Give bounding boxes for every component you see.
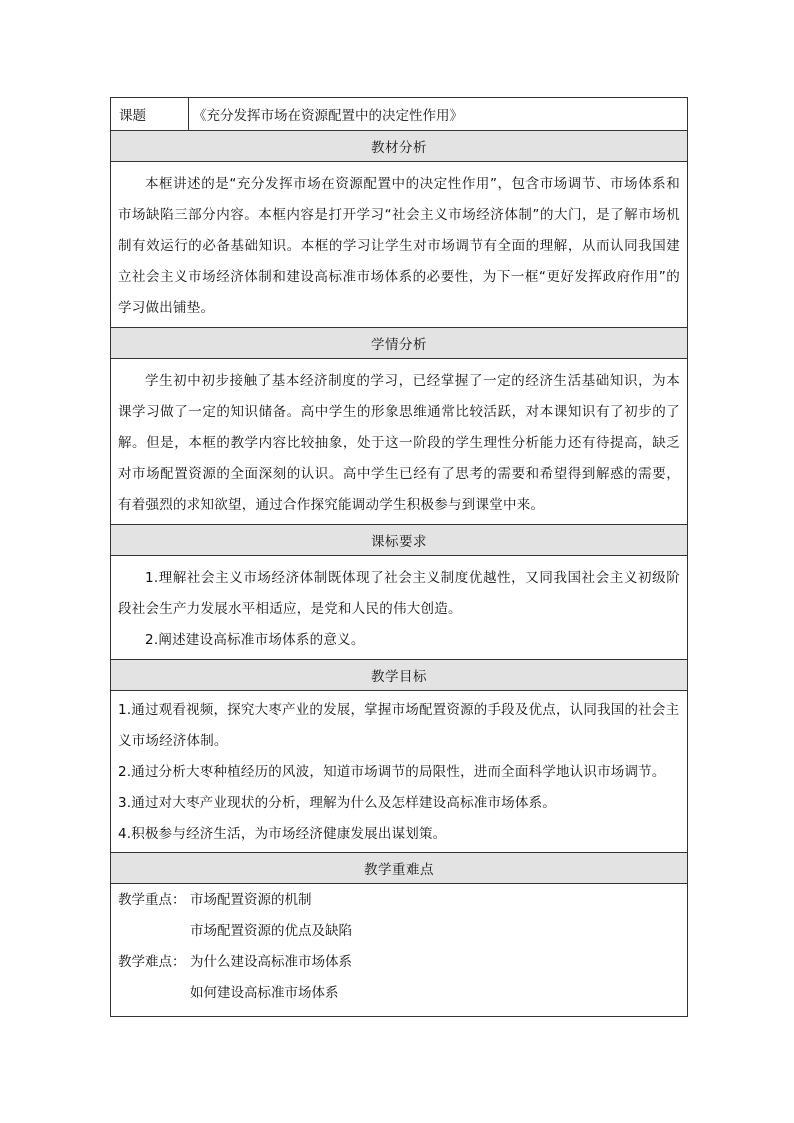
objectives-heading: 教学目标 (111, 660, 687, 691)
lesson-plan-table (110, 97, 688, 1017)
key-points-section (111, 884, 687, 1016)
material-analysis-text: 本框讲述的是“充分发挥市场在资源配置中的决定性作用”，包含市场调节、市场体系和市场缺陷三部分内容。本框内容是打开学习“社会主义市场经济体制”的大门，是了解市场机制有效运行的必备基础知识。本框的学习让学生对市场调节有全面的理解，从而认同我国建立社会主义市场经济体制和建设高标准市场体系的必要性，为下一框“更好发挥政府作用”的学习做出铺垫。 (118, 176, 680, 316)
objective-item: 3.通过对大枣产业现状的分析，理解为什么及怎样建设高标准市场体系。 (118, 795, 556, 811)
difficulty-item: 如何建设高标准市场体系 (190, 985, 339, 1001)
topic-value: 《充分发挥市场在资源配置中的决定性作用》 (193, 108, 463, 124)
objective-item: 4.积极参与经济生活，为市场经济健康发展出谋划策。 (118, 826, 447, 842)
focus-line (118, 885, 680, 916)
objective-item: 1.通过观看视频，探究大枣产业的发展，掌握市场配置资源的手段及优点，认同我国的社会主义市场经济体制。 (118, 702, 680, 749)
curriculum-item: 1.理解社会主义市场经济体制既体现了社会主义制度优越性，又同我国社会主义初级阶段社会生产力发展水平相适应，是党和人民的伟大创造。 (118, 570, 680, 617)
curriculum-item: 2.阐述建设高标准市场体系的意义。 (145, 632, 365, 648)
key-points-heading: 教学重难点 (111, 853, 687, 884)
material-analysis-section (111, 162, 687, 328)
difficulty-label: 教学难点： (118, 954, 186, 970)
difficulty-line (118, 947, 680, 978)
student-analysis-heading: 学情分析 (111, 328, 687, 359)
student-analysis-section (111, 359, 687, 525)
topic-row (111, 98, 687, 131)
curriculum-section (111, 556, 687, 660)
topic-label: 课题 (111, 98, 189, 130)
difficulty-line (118, 978, 680, 1009)
objectives-section (111, 691, 687, 853)
objective-item: 2.通过分析大枣种植经历的风波，知道市场调节的局限性，进而全面科学地认识市场调节。 (118, 764, 666, 780)
student-analysis-text: 学生初中初步接触了基本经济制度的学习，已经掌握了一定的经济生活基础知识，为本课学习做了一定的知识储备。高中学生的形象思维通常比较活跃，对本课知识有了初步的了解。但是，本框的教学内容比较抽象，处于这一阶段的学生理性分析能力还有待提高，缺乏对市场配置资源的全面深刻的认识。高中学生已经有了思考的需要和希望得到解惑的需要，有着强烈的求知欲望，通过合作探究能调动学生积极参与到课堂中来。 (118, 373, 680, 513)
focus-item: 市场配置资源的机制 (190, 892, 312, 908)
focus-label: 教学重点： (118, 892, 186, 908)
focus-line (118, 916, 680, 947)
material-analysis-heading: 教材分析 (111, 131, 687, 162)
focus-item: 市场配置资源的优点及缺陷 (190, 923, 352, 939)
curriculum-heading: 课标要求 (111, 525, 687, 556)
difficulty-item: 为什么建设高标准市场体系 (190, 954, 352, 970)
